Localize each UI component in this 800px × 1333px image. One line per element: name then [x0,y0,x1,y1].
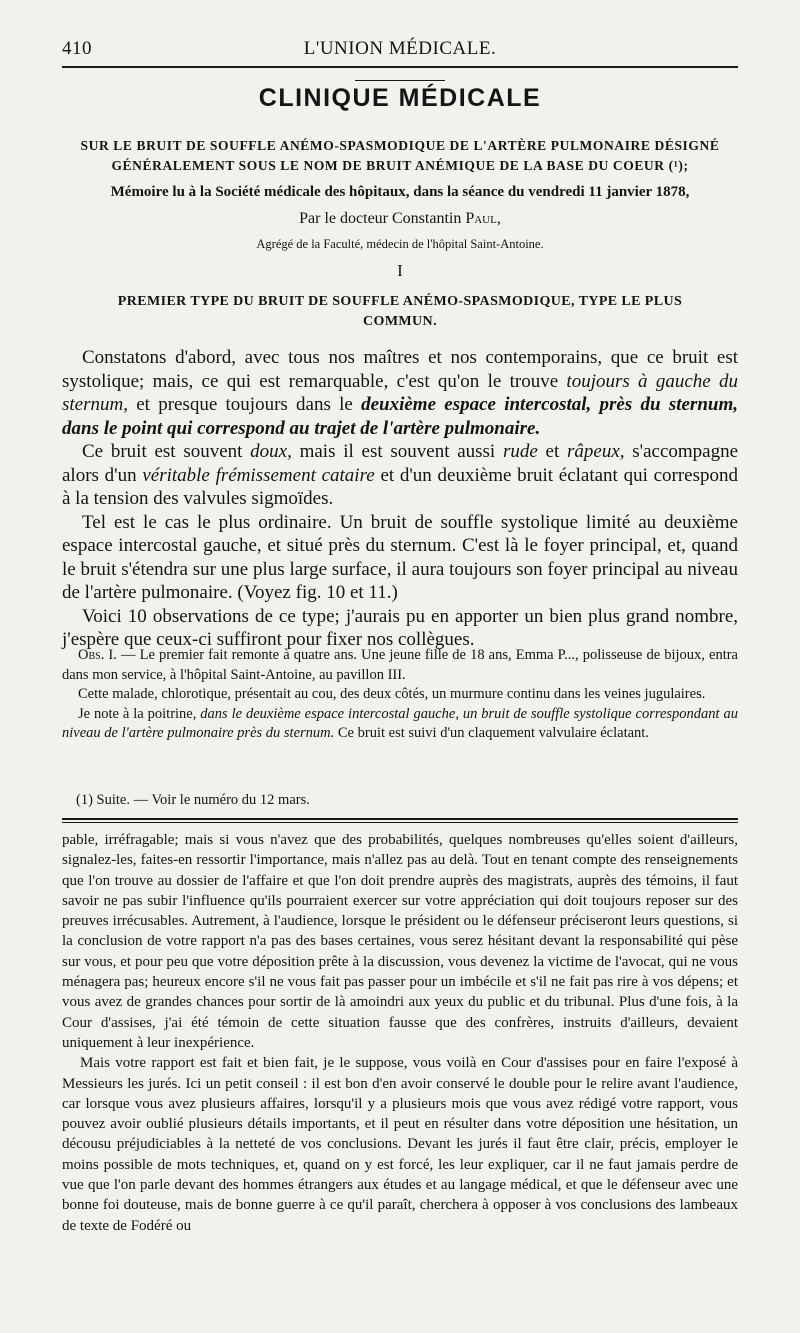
page-number: 410 [62,38,92,59]
p1-bold-italic-d: deuxième espace intercostal, près du sternum, dans le point qui correspond au trajet de l'artère pulmonaire. [62,394,738,439]
section-heading-line-2: COMMUN. [363,314,437,329]
memoire-line: Mémoire lu à la Société médicale des hôpitaux, dans la séance du vendredi 11 janvier 1878, [110,184,690,200]
observation-label: Obs. I. [78,647,117,663]
main-text [62,346,738,652]
p1-text-c: et presque toujours dans le [127,394,362,415]
section-heading-line-1: PREMIER TYPE DU BRUIT DE SOUFFLE ANÉMO-SPASMODIQUE, TYPE LE PLUS [117,294,683,309]
paragraph-2 [62,440,738,511]
observation-para-2: Cette malade, chlorotique, présentait au cou, des deux côtés, un murmure continu dans les veines jugulaires. [78,686,706,702]
p2-text-e: et [537,441,567,462]
observation-text-1: — Le premier fait remonte à quatre ans. Une jeune fille de 18 ans, Emma P..., polisseuse de bijoux, entra dans mon service, à l'hôpital Saint-Antoine, au pavillon III. [62,647,738,683]
observation-text-3a: Je note à la poitrine, [78,705,201,722]
observation-para-3 [62,705,738,744]
section-numeral: I [397,261,403,280]
paragraph-4: Voici 10 observations de ce type; j'aurais pu en apporter un bien plus grand nombre, j'espère que ceux-ci suffiront pour fixer nos collègues. [62,605,738,650]
feuilleton-text [62,830,738,1236]
p2-text-a: Ce bruit est souvent [82,441,251,462]
p2-italic-h: véritable frémissement cataire [142,464,375,486]
observation-block [62,646,738,744]
feuilleton-para-2: Mais votre rapport est fait et bien fait, je le suppose, vous voilà en Cour d'assises pour en faire l'exposé à Messieurs les jurés. Ici un petit conseil : il est bon d'en avoir conservé le double pour le relire avant l'audience, car lorsque vous avez plusieurs affaires, lorsqu'il y a plusieurs mois que vous avez rédigé votre rapport, vous pouvez avoir oublié plusieurs détails importants, et il peut en résulter dans votre déposition une hésitation, un décousu préjudiciables à la netteté de vos conclusions. Devant les jurés il faut être clair, précis, employer le moins possible de mots techniques, et, quand on y est forcé, les leur expliquer, car il ne faut jamais perdre de vue que l'on parle devant des hommes étrangers aux études et au langage médical, et que le défenseur avec une bonne foi douteuse, mais de bonne guerre à ce qu'il paraît, cherchera à opposer à vos conclusions des lambeaux de texte de Fodéré ou [62,1055,738,1234]
observation-text-3c: Ce bruit est suivi d'un claquement valvulaire éclatant. [334,725,649,741]
title-rule [355,80,445,81]
feuilleton-rule-bottom [62,822,738,823]
header-rule [62,66,738,68]
observation-para-1 [62,646,738,685]
p1-text-a: Constatons d'abord, avec tous nos maîtres et nos contemporains, que ce bruit est systolique; mais, ce qui est remarquable, c'est qu'on le trouve [62,347,738,392]
running-header [62,38,738,66]
p2-text-c: mais il est souvent aussi [291,441,503,462]
paragraph-1 [62,346,738,440]
affiliation-line: Agrégé de la Faculté, médecin de l'hôpital Saint-Antoine. [256,237,544,251]
p2-italic-d: rude [502,441,538,462]
p1-italic-b: toujours à gauche du sternum, [62,370,738,415]
observation-italic-3b: dans le deuxième espace intercostal gauche, un bruit de souffle systolique correspondant au niveau de l'artère pulmonaire près du sternum. [62,705,738,741]
footnote: (1) Suite. — Voir le numéro du 12 mars. [76,792,310,808]
paragraph-3: Tel est le cas le plus ordinaire. Un bruit de souffle systolique limité au deuxième espace intercostal gauche, et situé près du sternum. C'est là le foyer principal, et, quand le bruit s'étendra sur une plus large surface, il aura toujours son foyer principal au niveau de l'artère pulmonaire. (Voyez fig. 10 et 11.) [62,511,738,603]
feuilleton-rule-top [62,818,738,820]
p2-text-i: et d'un deuxième bruit éclatant qui correspond à la tension des valvules sigmoïdes. [62,464,738,509]
section-title: CLINIQUE MÉDICALE [258,84,542,112]
p2-text-g: s'accompagne alors d'un [62,441,739,486]
feuilleton-para-1: pable, irréfragable; mais si vous n'avez que des probabilités, quelques nombreuses qu'elles soient d'ailleurs, signalez-les, faites-en ressortir l'importance, mais n'allez pas au delà. Tout en tenant compte des renseignements que l'on trouve au dossier de l'affaire et que l'on doit prendre auprès des magistrats, auprès des témoins, il faut savoir ne pas subir l'influence qu'ils pourraient exercer sur votre appréciation qui doit toujours reposer sur des preuves irrécusables. Autrement, à l'audience, lorsque le président ou le défenseur préciseront leurs questions, si la conclusion de votre rapport n'a pas des bases certaines, vous serez hésitant devant la responsabilité qui pèse sur vous, et pour peu que votre déposition prête à la discussion, vous devenez la victime de l'avocat, qui ne vous ménagera pas; heureux encore s'il ne vous fait pas passer pour un imbécile et s'il ne fait pas rire à vos dépens; et vous avez de grandes chances pour sortir de là amoindri aux yeux du public et du tribunal. Plus d'une fois, à la Cour d'assises, j'ai été témoin de cette situation fausse que des confrères, instruits d'ailleurs, devaient uniquement à leur inexpérience. [62,832,738,1051]
p2-italic-b: doux, [250,441,292,462]
author-prefix: Par le docteur Constantin [299,210,466,227]
p2-italic-f: râpeux, [567,441,625,462]
article-title-line-2: GÉNÉRALEMENT SOUS LE NOM DE BRUIT ANÉMIQUE DE LA BASE DU COEUR (¹); [111,158,689,173]
author-line [62,210,738,228]
article-title-line-1: SUR LE BRUIT DE SOUFFLE ANÉMO-SPASMODIQUE DE L'ARTÈRE PULMONAIRE DÉSIGNÉ [80,138,720,153]
journal-title: L'UNION MÉDICALE. [303,38,497,59]
author-surname: Paul, [465,210,501,227]
